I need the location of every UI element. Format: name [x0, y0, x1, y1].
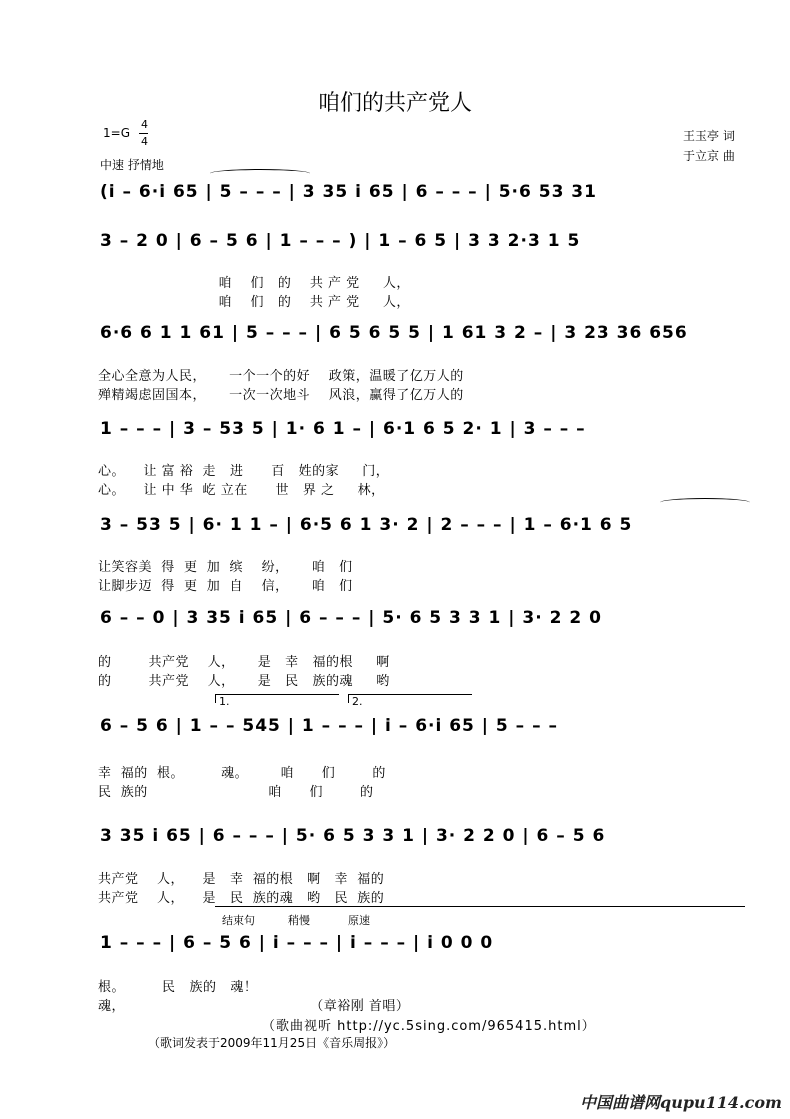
- staff-row: [100, 713, 752, 739]
- lyric-line: 心。 让 富 裕 走 进 百 姓的家 门，: [98, 464, 390, 479]
- lyric-line: 的 共产党 人， 是 幸 福的根 啊: [98, 655, 390, 670]
- notation-line: 6·6 6 1 1 61 | 5 – – – | 6 5 6 5 5 | 1 61 3 2 – | 3 23 36 656: [100, 323, 688, 343]
- time-signature-top: 4: [141, 118, 148, 131]
- composer: 于立京 曲: [683, 149, 735, 163]
- key-signature: 1=G: [103, 126, 130, 140]
- ending-mark: 稍慢: [288, 914, 310, 927]
- lyric-block: [98, 272, 758, 310]
- publication-note: （歌词发表于2009年11月25日《音乐周报》）: [148, 1036, 396, 1050]
- lyric-line: 幸 福的 根。 魂。 咱 们 的: [98, 766, 386, 781]
- lyric-line: 殚精竭虑固国本， 一次一次地斗 风浪，赢得了亿万人的: [98, 388, 464, 403]
- lyric-line: 根。 民 族的 魂！: [98, 980, 258, 995]
- slur: [210, 169, 310, 178]
- volta-2: 2.: [348, 694, 472, 703]
- lyric-line: 全心全意为人民， 一个一个的好 政策，温暖了亿万人的: [98, 369, 464, 384]
- lyric-line: 让笑容美 得 更 加 缤 纷， 咱 们: [98, 560, 353, 575]
- notation-line: 1 – – – | 6 – 5 6 | i̇ – – – | i̇ – – – | i̇ 0 0 0: [100, 933, 494, 953]
- slur: [660, 498, 750, 507]
- listen-link[interactable]: （歌曲视听 http://yc.5sing.com/965415.html）: [262, 1019, 596, 1034]
- lyricist: 王玉亭 词: [683, 129, 735, 143]
- staff-row: [100, 228, 752, 254]
- lyric-line: 咱 们 的 共 产 党 人，: [98, 276, 410, 291]
- ending-mark: 原速: [348, 914, 370, 927]
- lyric-block: [98, 762, 758, 800]
- lyric-line: 魂， （章裕刚 首唱）: [98, 999, 410, 1014]
- lyric-line: 的 共产党 人， 是 民 族的魂 哟: [98, 674, 390, 689]
- ending-mark: 结束句: [222, 914, 255, 927]
- lyric-block: [98, 460, 758, 498]
- staff-row: [100, 512, 752, 538]
- watermark-logo: 中国曲谱网qupu114.com: [580, 1093, 782, 1112]
- staff-row: [100, 823, 752, 849]
- notation-line: 3 – 53 5 | 6· 1 1 – | 6·5 6 1 3· 2 | 2 – – – | 1 – 6·1 6 5: [100, 515, 633, 535]
- lyric-block: [98, 976, 758, 1014]
- notation-line: 1 – – – | 3 – 53 5 | 1· 6 1 – | 6·1 6 5 2· 1 | 3 – – –: [100, 419, 586, 439]
- lyric-block: [98, 556, 758, 594]
- lyric-block: [98, 651, 758, 689]
- lyric-line: 心。 让 中 华 屹 立在 世 界 之 林，: [98, 483, 385, 498]
- notation-line: 3 35 i̇ 65 | 6 – – – | 5· 6 5 3 3 1 | 3· 2 2 0 | 6 – 5 6: [100, 826, 606, 846]
- staff-row: [100, 930, 752, 956]
- lyric-block: [98, 365, 758, 403]
- notation-line: (i̇ – 6·i̇ 65 | 5 – – – | 3 35 i̇ 65 | 6 – – – | 5·6 53 31: [100, 182, 597, 202]
- time-signature-line: [139, 133, 148, 134]
- lyric-line: 共产党 人， 是 幸 福的根 啊 幸 福的: [98, 872, 385, 887]
- notation-line: 6 – – 0 | 3 35 i̇ 65 | 6 – – – | 5· 6 5 3 3 1 | 3· 2 2 0: [100, 608, 602, 628]
- staff-row: [100, 179, 752, 205]
- lyric-line: 共产党 人， 是 民 族的魂 哟 民 族的: [98, 891, 385, 906]
- tempo-marking: 中速 抒情地: [100, 158, 164, 172]
- notation-line: 3 – 2 0 | 6 – 5 6 | 1 – – – ) | 1 – 6 5 | 3 3 2·3 1 5: [100, 231, 581, 251]
- lyric-line: 让脚步迈 得 更 加 自 信， 咱 们: [98, 579, 353, 594]
- page-title: 咱们的共产党人: [317, 91, 472, 116]
- lyric-line: 民 族的 咱 们 的: [98, 785, 374, 800]
- staff-row: [100, 320, 752, 346]
- notation-line: 6 – 5 6 | 1 – – 545 | 1 – – – | i̇ – 6·i̇ 65 | 5 – – –: [100, 716, 559, 736]
- time-signature-bottom: 4: [141, 135, 148, 148]
- staff-row: [100, 605, 752, 631]
- lyric-block: [98, 868, 758, 906]
- lyric-line: 咱 们 的 共 产 党 人，: [98, 295, 410, 310]
- volta-1: 1.: [215, 694, 339, 703]
- staff-row: [100, 416, 752, 442]
